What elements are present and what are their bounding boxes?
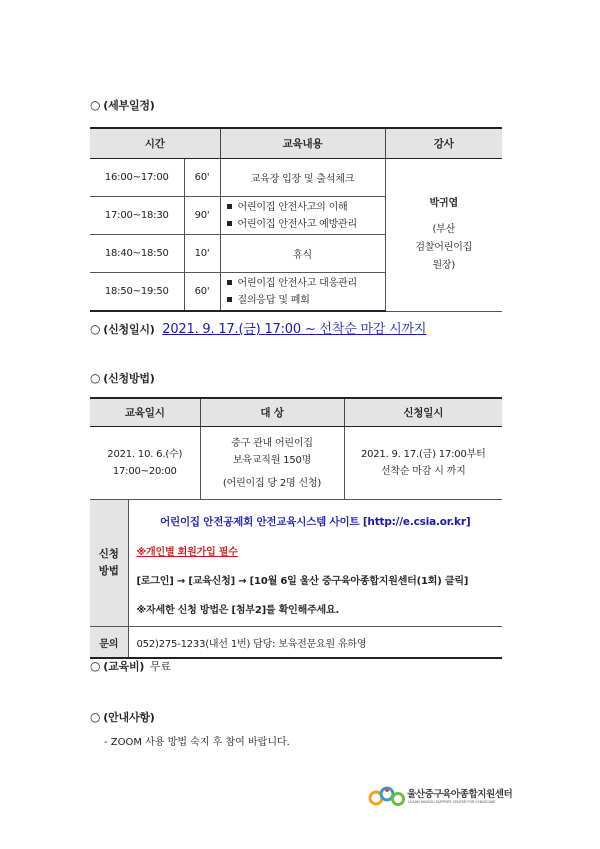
time-cell: 17:00~18:30 bbox=[90, 197, 184, 235]
logo-name-en: ULSAN JUNGGU SUPPORT CENTER FOR CHILDCARE bbox=[408, 800, 496, 804]
center-logo bbox=[368, 784, 513, 810]
minutes-cell: 60' bbox=[184, 159, 220, 197]
fee-value: 무료 bbox=[149, 660, 171, 673]
square-bullet-icon bbox=[227, 280, 232, 285]
square-bullet-icon bbox=[227, 297, 232, 302]
method-label: 방법 bbox=[98, 565, 119, 577]
logo-name-ko: 울산중구육아종합지원센터 bbox=[407, 789, 513, 800]
minutes-cell: 10' bbox=[184, 235, 220, 273]
header-time: 시간 bbox=[90, 128, 220, 159]
table-row bbox=[90, 159, 502, 197]
application-site-link[interactable]: 어린이집 안전공제회 안전교육시스템 사이트 [http://e.csia.or.kr] bbox=[160, 516, 471, 528]
circle-bullet-icon: ○ bbox=[90, 659, 101, 673]
instructor-affiliation-2: 검찰어린이집 bbox=[415, 241, 473, 253]
table-row bbox=[90, 627, 502, 659]
content-cell bbox=[220, 197, 385, 235]
header-edu-date: 교육일시 bbox=[90, 398, 200, 427]
circle-bullet-icon: ○ bbox=[90, 98, 101, 112]
header-content: 교육내용 bbox=[220, 128, 385, 159]
circle-bullet-icon: ○ bbox=[90, 710, 101, 724]
apply-date-line: 2021. 9. 17.(금) 17:00부터 bbox=[360, 449, 486, 460]
content-cell bbox=[220, 273, 385, 312]
header-apply-date: 신청일시 bbox=[344, 398, 502, 427]
time-cell: 18:40~18:50 bbox=[90, 235, 184, 273]
notice-section-title: ○ (안내사항) bbox=[90, 710, 155, 724]
square-bullet-icon bbox=[227, 204, 232, 209]
circle-bullet-icon: ○ bbox=[90, 371, 101, 385]
apply-table bbox=[90, 397, 502, 659]
application-steps: [로그인] → [교육신청] → [10월 6일 울산 중구육아종합지원센터(1회) 클릭] bbox=[136, 576, 469, 587]
content-cell: 휴식 bbox=[220, 235, 385, 273]
target-line: 보육교직원 150명 bbox=[232, 454, 312, 466]
apply-period-section: ○ (신청일시) 2021. 9. 17.(금) 17:00 ~ 선착순 마감 시까지 bbox=[90, 322, 427, 337]
time-cell: 16:00~17:00 bbox=[90, 159, 184, 197]
edu-time-line: 17:00~20:00 bbox=[112, 466, 177, 477]
list-item: 어린이집 안전사고 대응관리 bbox=[227, 275, 385, 292]
table-row bbox=[90, 427, 502, 500]
minutes-cell: 60' bbox=[184, 273, 220, 312]
instructor-affiliation-3: 원장) bbox=[432, 259, 456, 271]
target-cell bbox=[200, 427, 344, 500]
fee-section: ○ (교육비) 무료 bbox=[90, 659, 171, 673]
target-line: 중구 관내 어린이집 bbox=[231, 437, 313, 449]
list-item: 질의응답 및 폐회 bbox=[227, 292, 385, 309]
contact-value: 052)275-1233(내선 1번) 담당: 보육전문요원 유하영 bbox=[128, 627, 502, 659]
target-note: (어린이집 당 2명 신청) bbox=[222, 477, 322, 489]
list-item: 어린이집 안전사고 예방관리 bbox=[227, 216, 385, 233]
schedule-table bbox=[90, 127, 502, 312]
schedule-section-title: ○ (세부일정) bbox=[90, 98, 155, 112]
table-row bbox=[90, 500, 502, 627]
content-cell: 교육장 입장 및 출석체크 bbox=[220, 159, 385, 197]
method-label-cell bbox=[90, 500, 128, 627]
instructor-affiliation: (부산 bbox=[432, 223, 456, 235]
notice-item: - ZOOM 사용 방법 숙지 후 참여 바랍니다. bbox=[104, 737, 290, 748]
method-body-cell bbox=[128, 500, 502, 627]
header-instructor: 강사 bbox=[385, 128, 502, 159]
instructor-name: 박귀엽 bbox=[429, 197, 458, 209]
apply-method-section-title: ○ (신청방법) bbox=[90, 371, 155, 385]
instructor-cell bbox=[385, 159, 502, 312]
header-target: 대 상 bbox=[200, 398, 344, 427]
time-cell: 18:50~19:50 bbox=[90, 273, 184, 312]
method-label: 신청 bbox=[98, 548, 119, 560]
apply-date-cell bbox=[344, 427, 502, 500]
contact-label: 문의 bbox=[90, 627, 128, 659]
apply-date-line: 선착순 마감 시 까지 bbox=[380, 466, 466, 477]
signup-notice: ※개인별 회원가입 필수 bbox=[136, 547, 238, 558]
logo-mark-icon bbox=[368, 784, 406, 810]
edu-date-cell bbox=[90, 427, 200, 500]
edu-date-line: 2021. 10. 6.(수) bbox=[107, 449, 183, 460]
apply-period-value: 2021. 9. 17.(금) 17:00 ~ 선착순 마감 시까지 bbox=[162, 322, 427, 337]
list-item: 어린이집 안전사고의 이해 bbox=[227, 199, 385, 216]
square-bullet-icon bbox=[227, 221, 232, 226]
circle-bullet-icon: ○ bbox=[90, 322, 101, 336]
minutes-cell: 90' bbox=[184, 197, 220, 235]
detail-notice: ※자세한 신청 방법은 [첨부2]를 확인해주세요. bbox=[136, 605, 340, 616]
